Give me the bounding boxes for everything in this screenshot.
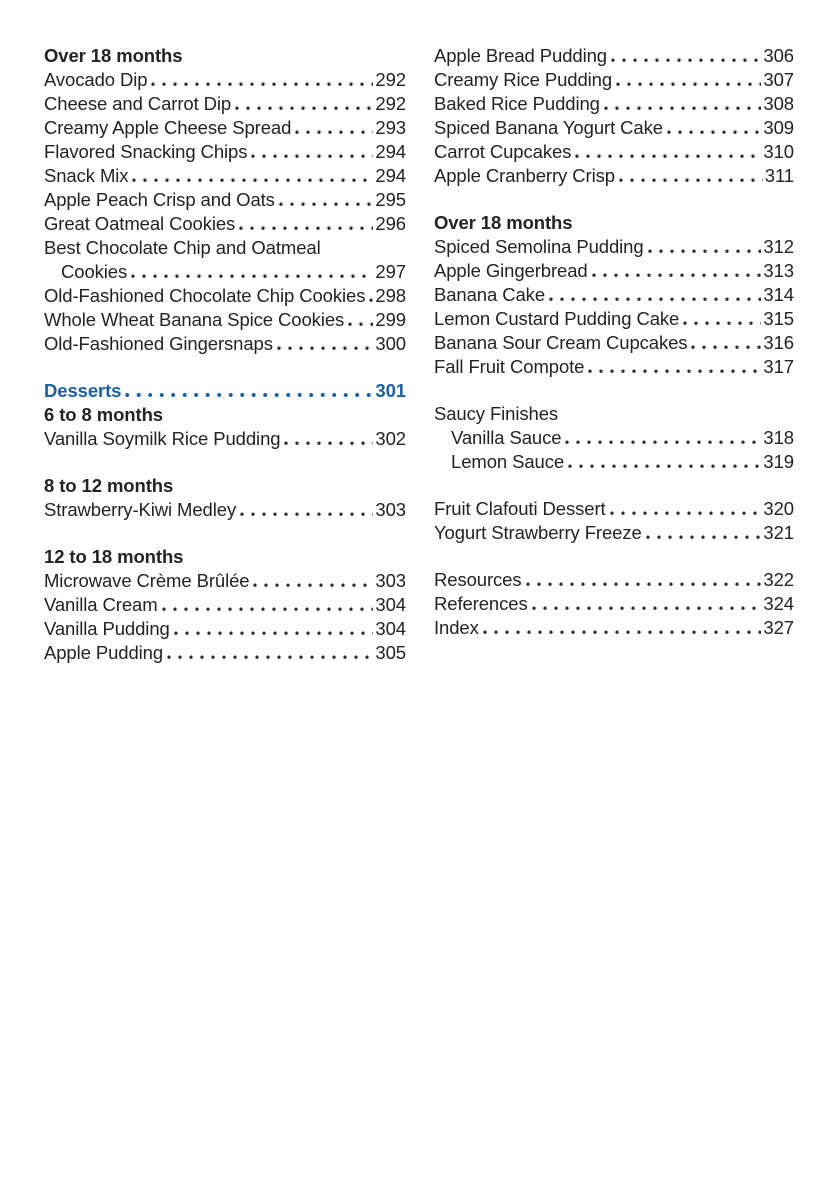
toc-entry-title: Apple Pudding [44,642,164,663]
toc-entry [434,355,794,379]
dot-leader [691,343,761,349]
toc-entry [44,308,406,332]
toc-entry-title-line2: Cookies [61,261,128,282]
toc-entry [44,140,406,164]
toc-page-number: 295 [375,189,406,210]
toc-group-heading: Saucy Finishes [434,403,559,424]
toc-entry-title: Vanilla Sauce [451,427,562,448]
toc-entry-title: Apple Gingerbread [434,260,588,281]
dot-leader [132,176,373,182]
toc-page-number: 320 [763,498,794,519]
toc-entry [434,616,794,640]
toc-entry [44,92,406,116]
toc-page-number: 305 [375,642,406,663]
toc-page-number: 300 [375,333,406,354]
toc-entry-title: Vanilla Pudding [44,618,170,639]
toc-page-number: 301 [375,380,406,401]
toc-entry [434,92,794,116]
toc-page-number: 294 [375,165,406,186]
dot-leader [667,128,761,134]
dot-leader [588,367,761,373]
toc-entry-title: Snack Mix [44,165,129,186]
toc-entry [434,68,794,92]
dot-leader [568,462,761,468]
toc-page-number: 293 [375,117,406,138]
dot-leader [549,295,761,301]
toc-entry-title: Old-Fashioned Chocolate Chip Cookies [44,285,366,306]
dot-leader [167,653,373,659]
toc-age-group-heading: 6 to 8 months [44,404,163,425]
toc-entry [434,450,794,474]
toc-entry-title: Banana Sour Cream Cupcakes [434,332,688,353]
toc-page-number: 312 [763,236,794,257]
toc-entry-title: Apple Cranberry Crisp [434,165,615,186]
toc-entry-title: Resources [434,569,522,590]
toc-entry-title: References [434,593,528,614]
toc-entry-title: Banana Cake [434,284,546,305]
toc-entry [44,164,406,188]
toc-page-number: 304 [375,618,406,639]
toc-entry [44,188,406,212]
toc-entry [434,140,794,164]
toc-entry-title: Carrot Cupcakes [434,141,572,162]
dot-leader [348,320,373,326]
toc-entry-title: Fruit Clafouti Dessert [434,498,606,519]
toc-page-number: 294 [375,141,406,162]
toc-entry [44,212,406,236]
toc-entry [44,569,406,593]
dot-leader [592,271,762,277]
toc-entry-title: Flavored Snacking Chips [44,141,248,162]
toc-entry [44,427,406,451]
toc-entry [44,593,406,617]
dot-leader [611,56,761,62]
dot-leader [295,128,373,134]
toc-entry-title: Apple Peach Crisp and Oats [44,189,275,210]
toc-page-number: 292 [375,93,406,114]
toc-entry-title: Vanilla Cream [44,594,158,615]
toc-entry [434,331,794,355]
toc-entry-title: Strawberry-Kiwi Medley [44,499,237,520]
toc-entry-title: Lemon Custard Pudding Cake [434,308,680,329]
toc-page-number: 316 [763,332,794,353]
toc-age-group-heading: Over 18 months [434,212,573,233]
toc-page-number: 314 [763,284,794,305]
toc-entry [434,44,794,68]
toc-entry [434,592,794,616]
toc-entry [44,617,406,641]
dot-leader [279,200,374,206]
toc-entry-title: Lemon Sauce [451,451,565,472]
dot-leader [125,391,373,397]
toc-page-number: 310 [763,141,794,162]
toc-entry-wrapped [44,236,406,284]
dot-leader [565,438,761,444]
toc-page-number: 322 [763,569,794,590]
dot-leader [483,628,762,634]
toc-entry [434,259,794,283]
toc-page-number: 298 [375,285,406,306]
toc-entry [434,568,794,592]
dot-leader [369,296,373,302]
toc-entry [434,426,794,450]
dot-leader [604,104,762,110]
toc-page-number: 315 [763,308,794,329]
toc-entry [434,307,794,331]
toc-entry [44,641,406,665]
toc-entry [434,497,794,521]
toc-entry [44,498,406,522]
toc-chapter-title: Desserts [44,380,122,401]
dot-leader [253,581,373,587]
dot-leader [284,439,373,445]
dot-leader [239,224,373,230]
toc-page-number: 311 [764,165,794,186]
toc-chapter-entry [44,379,406,403]
dot-leader [616,80,761,86]
toc-page-number: 324 [763,593,794,614]
dot-leader [240,510,373,516]
toc-entry-title: Old-Fashioned Gingersnaps [44,333,273,354]
dot-leader [575,152,761,158]
toc-page-number: 299 [375,309,406,330]
dot-leader [619,176,763,182]
dot-leader [174,629,374,635]
toc-age-group-heading: 8 to 12 months [44,475,174,496]
dot-leader [683,319,761,325]
dot-leader [235,104,373,110]
toc-entry-title: Great Oatmeal Cookies [44,213,236,234]
toc-entry-title: Index [434,617,479,638]
dot-leader [251,152,373,158]
toc-page-number: 307 [763,69,794,90]
toc-entry-title: Yogurt Strawberry Freeze [434,522,642,543]
toc-column-right [434,44,794,640]
toc-entry [434,116,794,140]
toc-column-left [44,44,406,665]
toc-entry [44,284,406,308]
toc-page-number: 308 [763,93,794,114]
dot-leader [646,533,762,539]
toc-entry-title: Cheese and Carrot Dip [44,93,232,114]
toc-entry-title: Vanilla Soymilk Rice Pudding [44,428,281,449]
toc-page-number: 303 [375,499,406,520]
toc-page-number: 306 [763,45,794,66]
toc-page-number: 321 [763,522,794,543]
toc-page-number: 327 [763,617,794,638]
toc-page-number: 302 [375,428,406,449]
dot-leader [526,580,762,586]
toc-entry-title: Fall Fruit Compote [434,356,585,377]
toc-entry [434,164,794,188]
toc-entry [44,68,406,92]
toc-page-number: 304 [375,594,406,615]
toc-entry-title: Whole Wheat Banana Spice Cookies [44,309,345,330]
toc-page-number: 313 [763,260,794,281]
dot-leader [648,247,762,253]
toc-entry-title: Apple Bread Pudding [434,45,607,66]
toc-page-number: 296 [375,213,406,234]
toc-entry [434,235,794,259]
toc-entry-title: Baked Rice Pudding [434,93,600,114]
toc-entry-title: Spiced Banana Yogurt Cake [434,117,663,138]
toc-page-number: 319 [763,451,794,472]
toc-entry-title: Avocado Dip [44,69,148,90]
toc-age-group-heading: Over 18 months [44,45,183,66]
toc-entry-title: Creamy Rice Pudding [434,69,613,90]
dot-leader [532,604,762,610]
toc-page-number: 317 [763,356,794,377]
toc-entry [434,521,794,545]
dot-leader [277,344,374,350]
dot-leader [151,80,373,86]
toc-entry-title: Microwave Crème Brûlée [44,570,250,591]
toc-page-number: 318 [763,427,794,448]
toc-entry-title: Spiced Semolina Pudding [434,236,644,257]
toc-page-number: 303 [375,570,406,591]
toc-page-number: 292 [375,69,406,90]
dot-leader [131,272,373,278]
dot-leader [610,509,762,515]
toc-entry-line2 [44,260,406,284]
dot-leader [162,605,374,611]
toc-entry [44,332,406,356]
toc-entry [434,283,794,307]
toc-page-number: 309 [763,117,794,138]
toc-entry [44,116,406,140]
toc-age-group-heading: 12 to 18 months [44,546,184,567]
toc-page-number: 297 [375,261,406,282]
toc-entry-title-line1: Best Chocolate Chip and Oatmeal [44,237,321,258]
toc-entry-title: Creamy Apple Cheese Spread [44,117,292,138]
